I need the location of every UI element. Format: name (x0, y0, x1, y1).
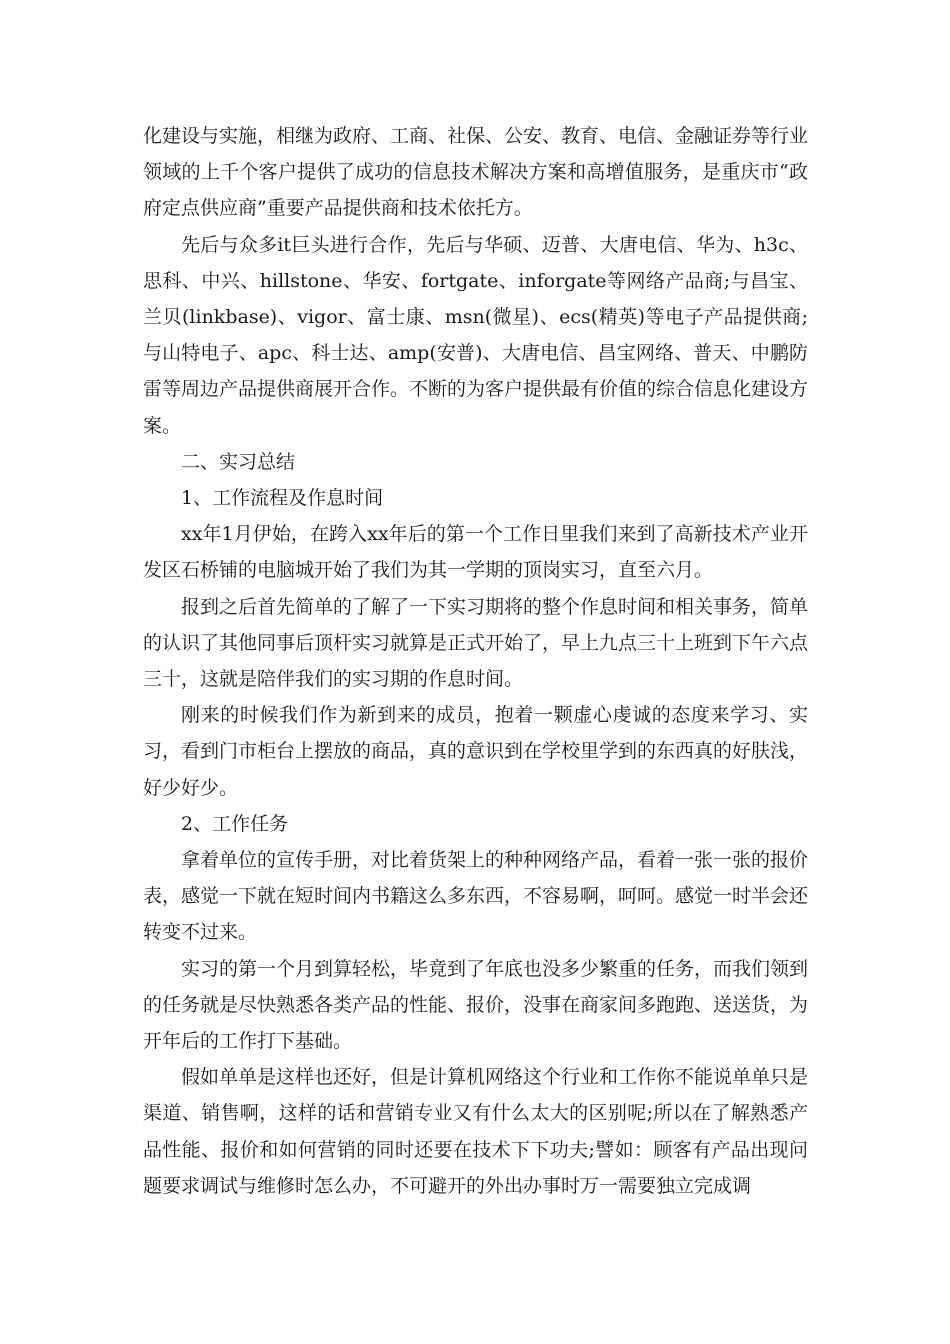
heading-work-tasks: 2、工作任务 (181, 812, 289, 835)
paragraph-first-month: 实习的第一个月到算轻松，毕竟到了年底也没多少繁重的任务，而我们领到的任务就是尽快熟悉各类产品的性能、报价，没事在商家间多跑跑、送送货，为开年后的工作打下基础。 (143, 957, 809, 1053)
paragraph-partners: 先后与众多it巨头进行合作，先后与华硕、迈普、大唐电信、华为、h3c、思科、中兴、hillstone、华安、fortgate、inforgate等网络产品商;与昌宝、兰贝(linkbase)、vigor、富士康、msn(微星)、ecs(精英)等电子产品提供商;与山特电子、apc、科士达、amp(安普)、大唐电信、昌宝网络、普天、中鹏防雷等周边产品提供商展开合作。不断的为客户提供最有价值的综合信息化建设方案。 (143, 233, 809, 437)
heading-workflow-schedule: 1、工作流程及作息时间 (181, 487, 384, 510)
paragraph-company-intro-continued: 化建设与实施，相继为政府、工商、社保、公安、教育、电信、金融证券等行业领域的上千个客户提供了成功的信息技术解决方案和高增值服务，是重庆市“政府定点供应商”重要产品提供商和技术依托方。 (143, 125, 809, 220)
paragraph-first-impressions: 刚来的时候我们作为新到来的成员，抱着一颗虚心虔诚的态度来学习、实习，看到门市柜台上摆放的商品，真的意识到在学校里学到的东西真的好肤浅，好少好少。 (143, 704, 809, 799)
paragraph-schedule: 报到之后首先简单的了解了一下实习期将的整个作息时间和相关事务，简单的认识了其他同事后顶杆实习就算是正式开始了，早上九点三十上班到下午六点三十，这就是陪伴我们的实习期的作息时间。 (143, 595, 809, 691)
paragraph-product-study: 拿着单位的宣传手册，对比着货架上的种种网络产品，看着一张一张的报价表，感觉一下就在短时间内书籍这么多东西，不容易啊，呵呵。感觉一时半会还转变不过来。 (143, 849, 809, 944)
paragraph-internship-start: xx年1月伊始，在跨入xx年后的第一个工作日里我们来到了高新技术产业开发区石桥铺的电脑城开始了我们为其一学期的顶岗实习，直至六月。 (143, 523, 808, 582)
heading-internship-summary: 二、实习总结 (181, 450, 296, 473)
paragraph-technical-skills: 假如单单是这样也还好，但是计算机网络这个行业和工作你不能说单单只是渠道、销售啊，这样的话和营销专业又有什么太大的区别呢;所以在了解熟悉产品性能、报价和如何营销的同时还要在技术下下功夫;譬如：顾客有产品出现问题要求调试与维修时怎么办，不可避开的外出办事时万一需要独立完成调 (143, 1066, 809, 1197)
document-body (143, 118, 808, 1204)
